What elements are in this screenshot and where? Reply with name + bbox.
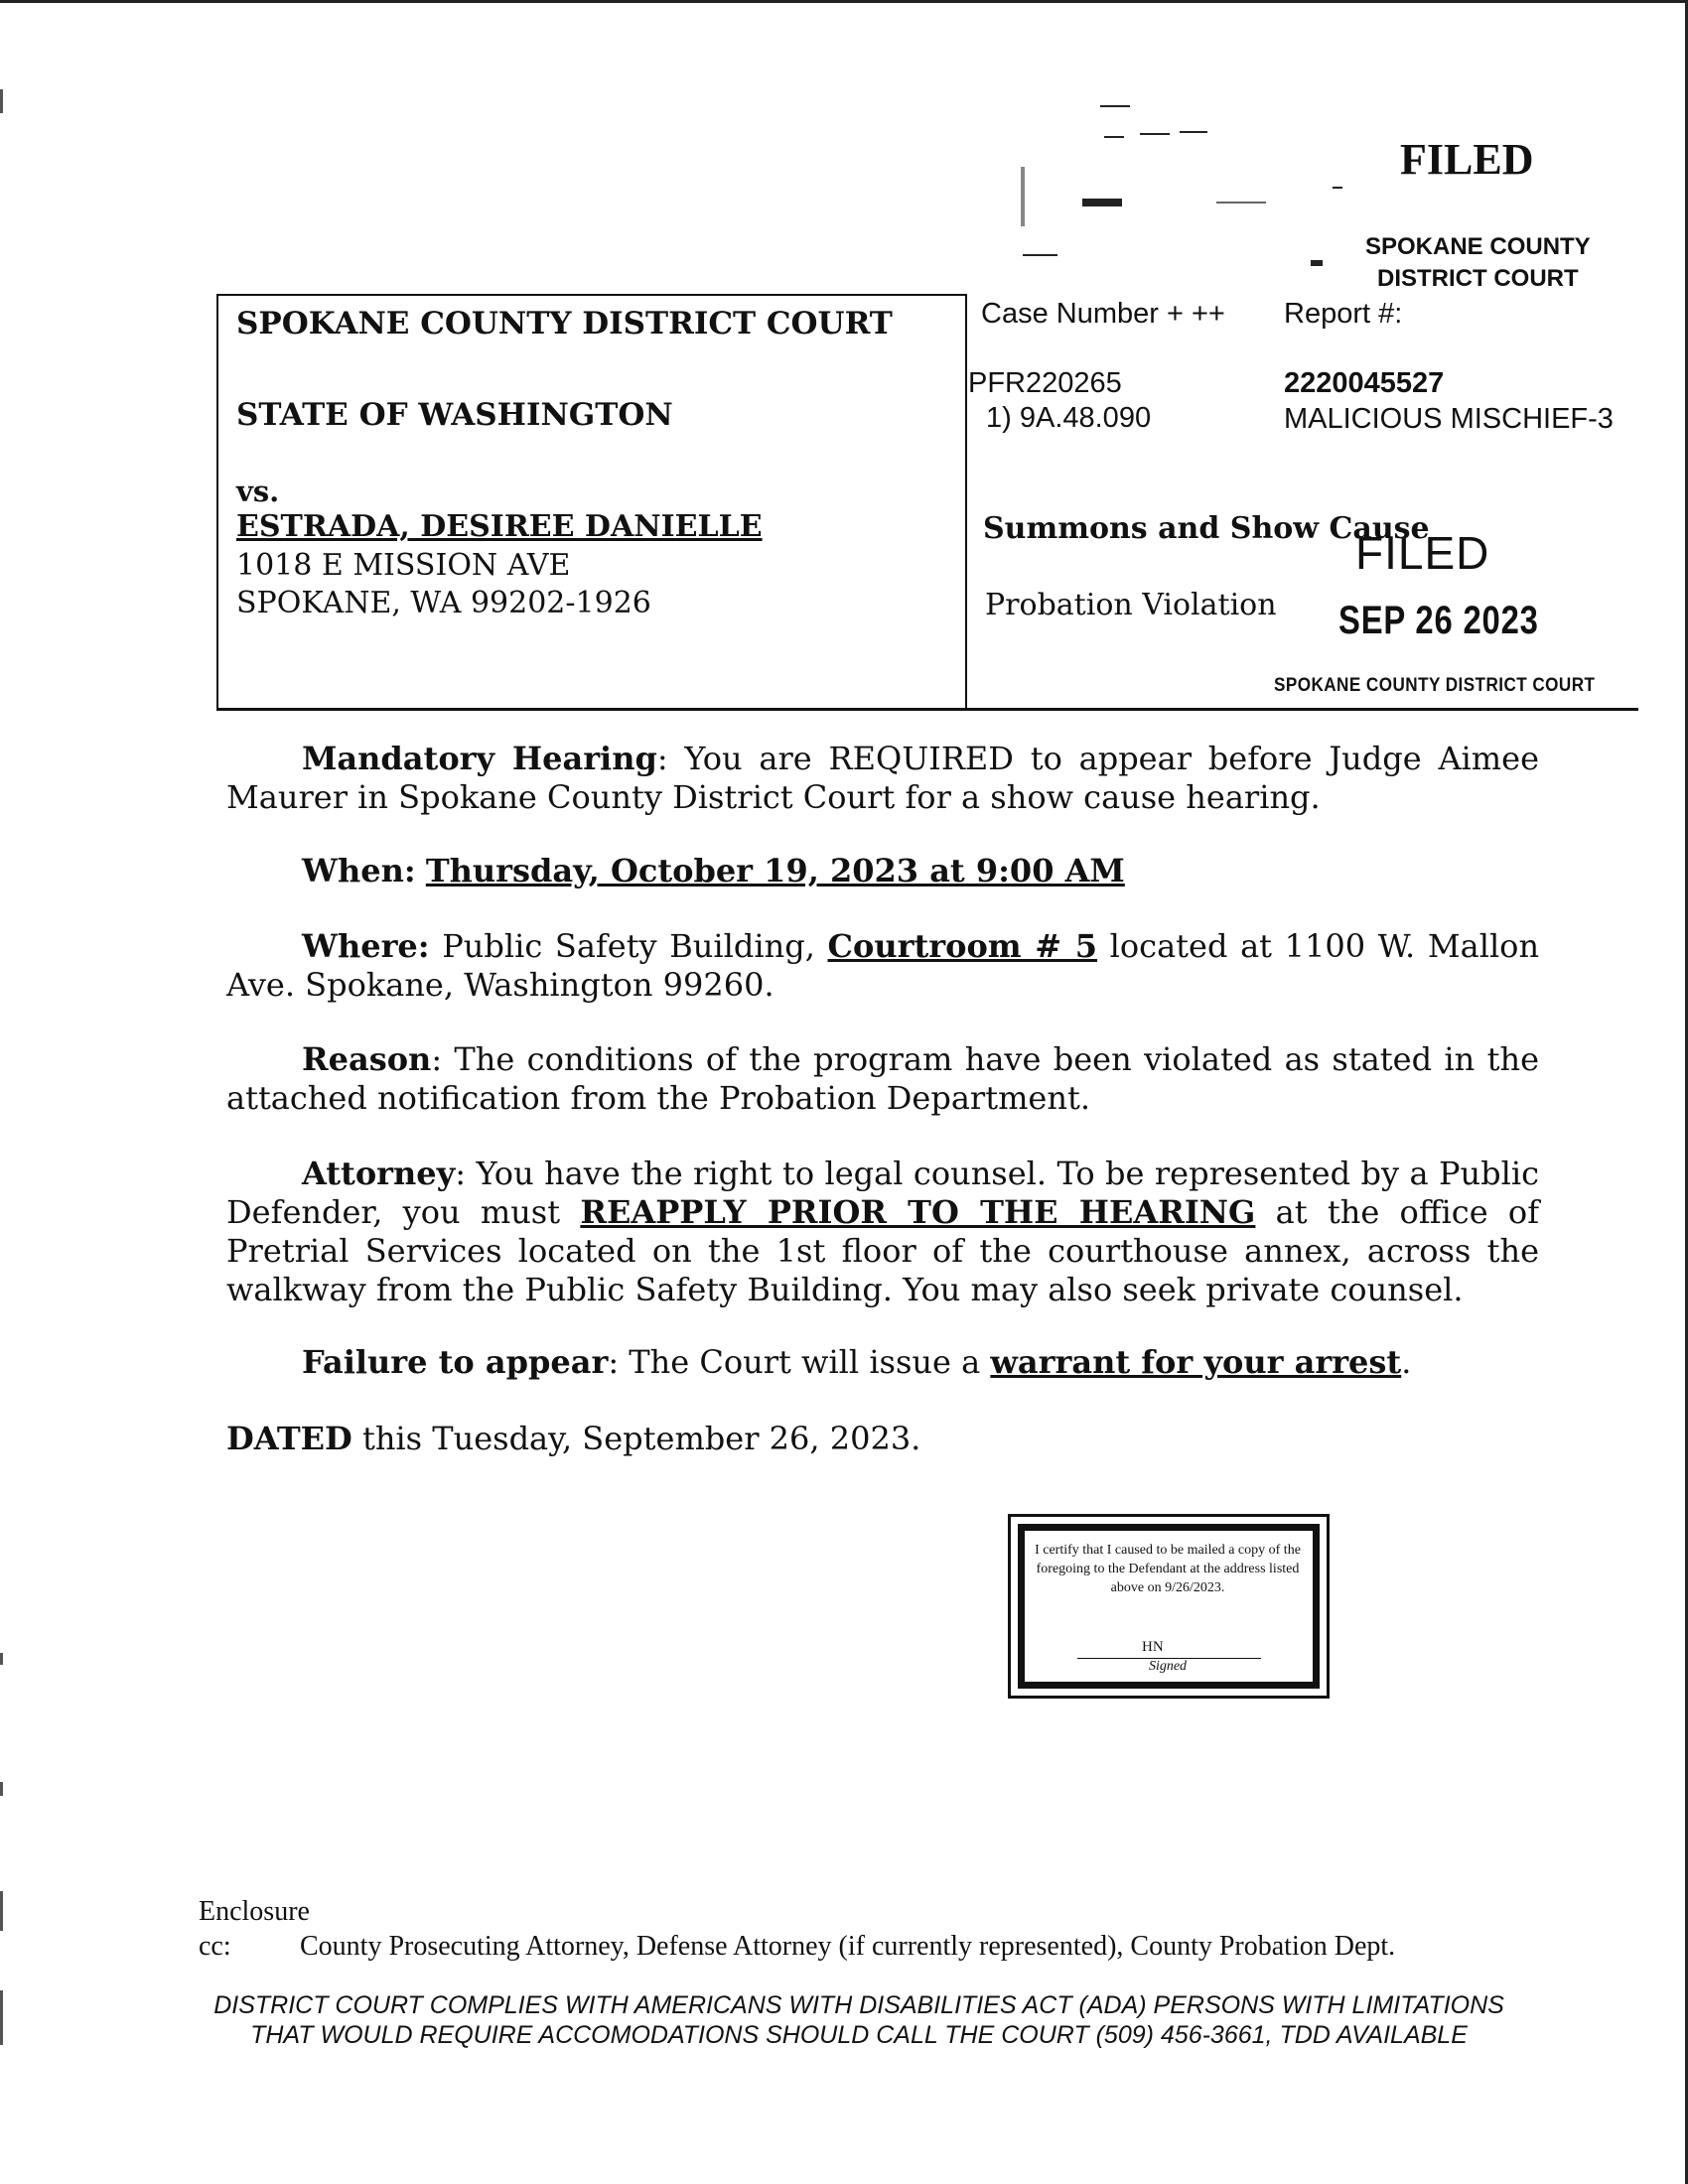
where-paragraph (226, 927, 1539, 1005)
charge-code: 1) 9A.48.090 (986, 402, 1152, 434)
filed-stamp-label: FILED (1355, 527, 1490, 579)
when-paragraph (226, 852, 1539, 890)
reapply-emphasis: REAPPLY PRIOR TO THE HEARING (580, 1193, 1256, 1231)
certificate-initials: HN (1142, 1639, 1164, 1655)
filed-stamp-court-line2: DISTRICT COURT (1377, 265, 1579, 292)
page-top-edge (0, 0, 1688, 3)
charge-description: MALICIOUS MISCHIEF-3 (1284, 403, 1614, 435)
failure-to-appear-end: . (1401, 1343, 1412, 1381)
mandatory-hearing-label: Mandatory Hearing (302, 740, 657, 777)
document-title: Summons and Show Cause (983, 511, 1430, 546)
case-number-label: Case Number + ++ (981, 298, 1225, 330)
warrant-emphasis: warrant for your arrest (990, 1343, 1402, 1381)
defendant-address-line1: 1018 E MISSION AVE (236, 548, 571, 583)
scan-mark (0, 1782, 3, 1796)
report-number-label: Report #: (1284, 298, 1403, 330)
reason-text: : The conditions of the program have been violated as stated in the attached notification from the Probation Department. (226, 1040, 1539, 1117)
failure-to-appear-paragraph (226, 1343, 1539, 1382)
mandatory-hearing-paragraph (226, 740, 1539, 817)
stamp-smudge (1104, 136, 1124, 138)
stamp-smudge (1023, 254, 1057, 256)
stamp-smudge (1311, 260, 1323, 266)
caption-top-border (216, 294, 966, 296)
stamp-smudge (1100, 105, 1130, 107)
dated-text: this Tuesday, September 26, 2023. (361, 1420, 921, 1457)
failure-to-appear-label: Failure to appear (302, 1343, 609, 1381)
scan-mark (0, 1653, 3, 1665)
where-text-2: located at 1100 W. Mallon Ave. Spokane, Washington 99260. (226, 927, 1540, 1004)
cc-recipients: County Prosecuting Attorney, Defense Attorney (if currently represented), County Probation Dept. (300, 1931, 1396, 1962)
filed-stamp-top: FILED (1400, 135, 1534, 184)
mandatory-hearing-text: : You are REQUIRED to appear before Judge Aimee Maurer in Spokane County District Court for a show cause hearing. (226, 740, 1540, 816)
stamp-smudge (1082, 199, 1122, 206)
report-number: 2220045527 (1284, 367, 1445, 399)
scan-mark (0, 1891, 3, 1931)
case-number: PFR220265 (968, 367, 1122, 399)
enclosure-label: Enclosure (199, 1896, 310, 1927)
filed-stamp-date: SEP 26 2023 (1338, 599, 1539, 642)
defendant-address-line2: SPOKANE, WA 99202-1926 (236, 586, 651, 620)
dated-paragraph (226, 1420, 1539, 1458)
where-text-1: Public Safety Building, (442, 927, 815, 965)
signed-label: Signed (1148, 1659, 1188, 1674)
filed-stamp-court (1365, 231, 1591, 295)
ada-notice: DISTRICT COURT COMPLIES WITH AMERICANS WITH DISABILITIES ACT (ADA) PERSONS WITH LIMITATIONS THAT WOULD REQUIRE ACCOMODATIONS SHOULD CALL THE COURT (509) 456-3661, TDD AVAILABLE (213, 1991, 1504, 2049)
stamp-smudge (1021, 167, 1025, 226)
court-name: SPOKANE COUNTY DISTRICT COURT (236, 306, 893, 341)
stamp-smudge (1180, 131, 1207, 133)
attorney-paragraph (226, 1155, 1539, 1309)
filed-stamp-court-line1: SPOKANE COUNTY (1365, 233, 1591, 260)
reason-paragraph (226, 1040, 1539, 1118)
courtroom: Courtroom # 5 (827, 927, 1097, 965)
reason-label: Reason (302, 1040, 432, 1078)
attorney-label: Attorney (302, 1155, 456, 1192)
hearing-datetime: Thursday, October 19, 2023 at 9:00 AM (425, 852, 1125, 889)
dated-label: DATED (226, 1420, 352, 1457)
attorney-text-1: : You have the right to legal counsel. To be represented by a Public Defender, you must (226, 1155, 1539, 1231)
caption-left-border (216, 294, 218, 711)
where-label: Where: (302, 927, 430, 965)
caption-divider (965, 294, 967, 709)
caption-bottom-border (216, 708, 1638, 711)
stamp-smudge (1140, 133, 1170, 135)
defendant-name: ESTRADA, DESIREE DANIELLE (236, 509, 763, 544)
certificate-text: I certify that I caused to be mailed a copy of the foregoing to the Defendant at the address listed above on 9/26/2023. (1035, 1543, 1301, 1595)
scan-mark (0, 89, 3, 113)
versus-label: vs. (236, 475, 280, 508)
state-name: STATE OF WASHINGTON (236, 397, 673, 433)
filed-stamp-court-name: SPOKANE COUNTY DISTRICT COURT (1274, 675, 1596, 696)
scan-mark (0, 1990, 3, 2045)
cc-label: cc: (199, 1931, 231, 1962)
failure-to-appear-text: : The Court will issue a (608, 1343, 981, 1381)
attorney-text-2: at the office of Pretrial Services located on the 1st floor of the courthouse annex, across the walkway from the Public Safety Building. You may also seek private counsel. (226, 1193, 1540, 1308)
stamp-smudge (1333, 187, 1342, 189)
when-label: When: (302, 852, 416, 889)
stamp-smudge (1216, 202, 1266, 204)
document-subtitle: Probation Violation (985, 588, 1277, 622)
